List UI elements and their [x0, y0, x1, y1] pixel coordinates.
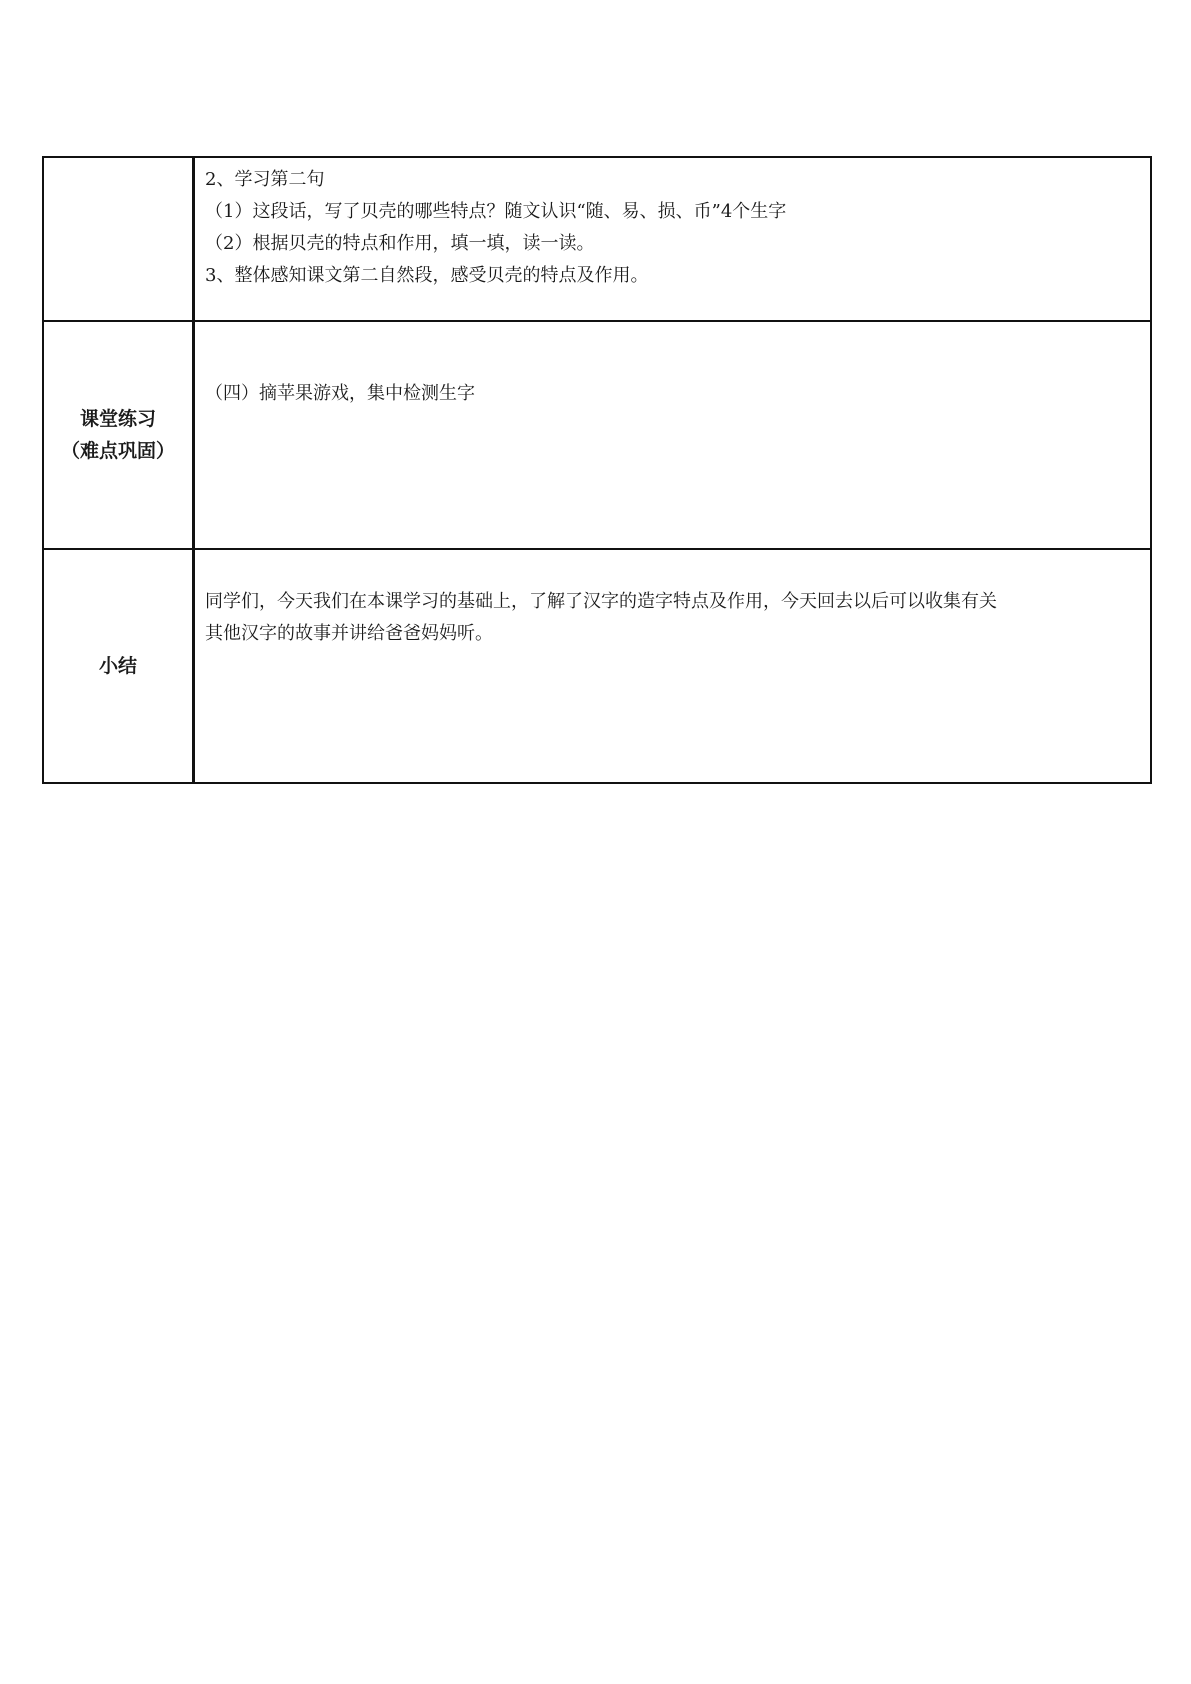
- content-line: （四）摘苹果游戏，集中检测生字: [205, 383, 475, 404]
- row-content: [194, 157, 1152, 321]
- label-line: 课堂练习: [79, 408, 156, 430]
- content-line: 2、学习第二句: [205, 169, 325, 190]
- table-row: [43, 549, 1151, 783]
- content-line: 同学们，今天我们在本课学习的基础上，了解了汉字的造字特点及作用，今天回去以后可以收集有关: [205, 591, 997, 612]
- row-label-summary: 小结: [43, 549, 194, 783]
- row-label-practice: [43, 321, 194, 549]
- content-line: 3、整体感知课文第二自然段，感受贝壳的特点及作用。: [205, 265, 649, 286]
- row-content: [194, 549, 1152, 783]
- table-row: [43, 157, 1151, 321]
- label-line: （难点巩固）: [60, 440, 175, 462]
- lesson-plan-table: [42, 156, 1152, 784]
- content-line: （2）根据贝壳的特点和作用，填一填，读一读。: [205, 233, 595, 254]
- table-row: [43, 321, 1151, 549]
- content-line: （1）这段话，写了贝壳的哪些特点？随文认识“随、易、损、币”4个生字: [205, 201, 787, 222]
- row-content: [194, 321, 1152, 549]
- content-line: 其他汉字的故事并讲给爸爸妈妈听。: [205, 623, 493, 644]
- row-label-empty: [43, 157, 194, 321]
